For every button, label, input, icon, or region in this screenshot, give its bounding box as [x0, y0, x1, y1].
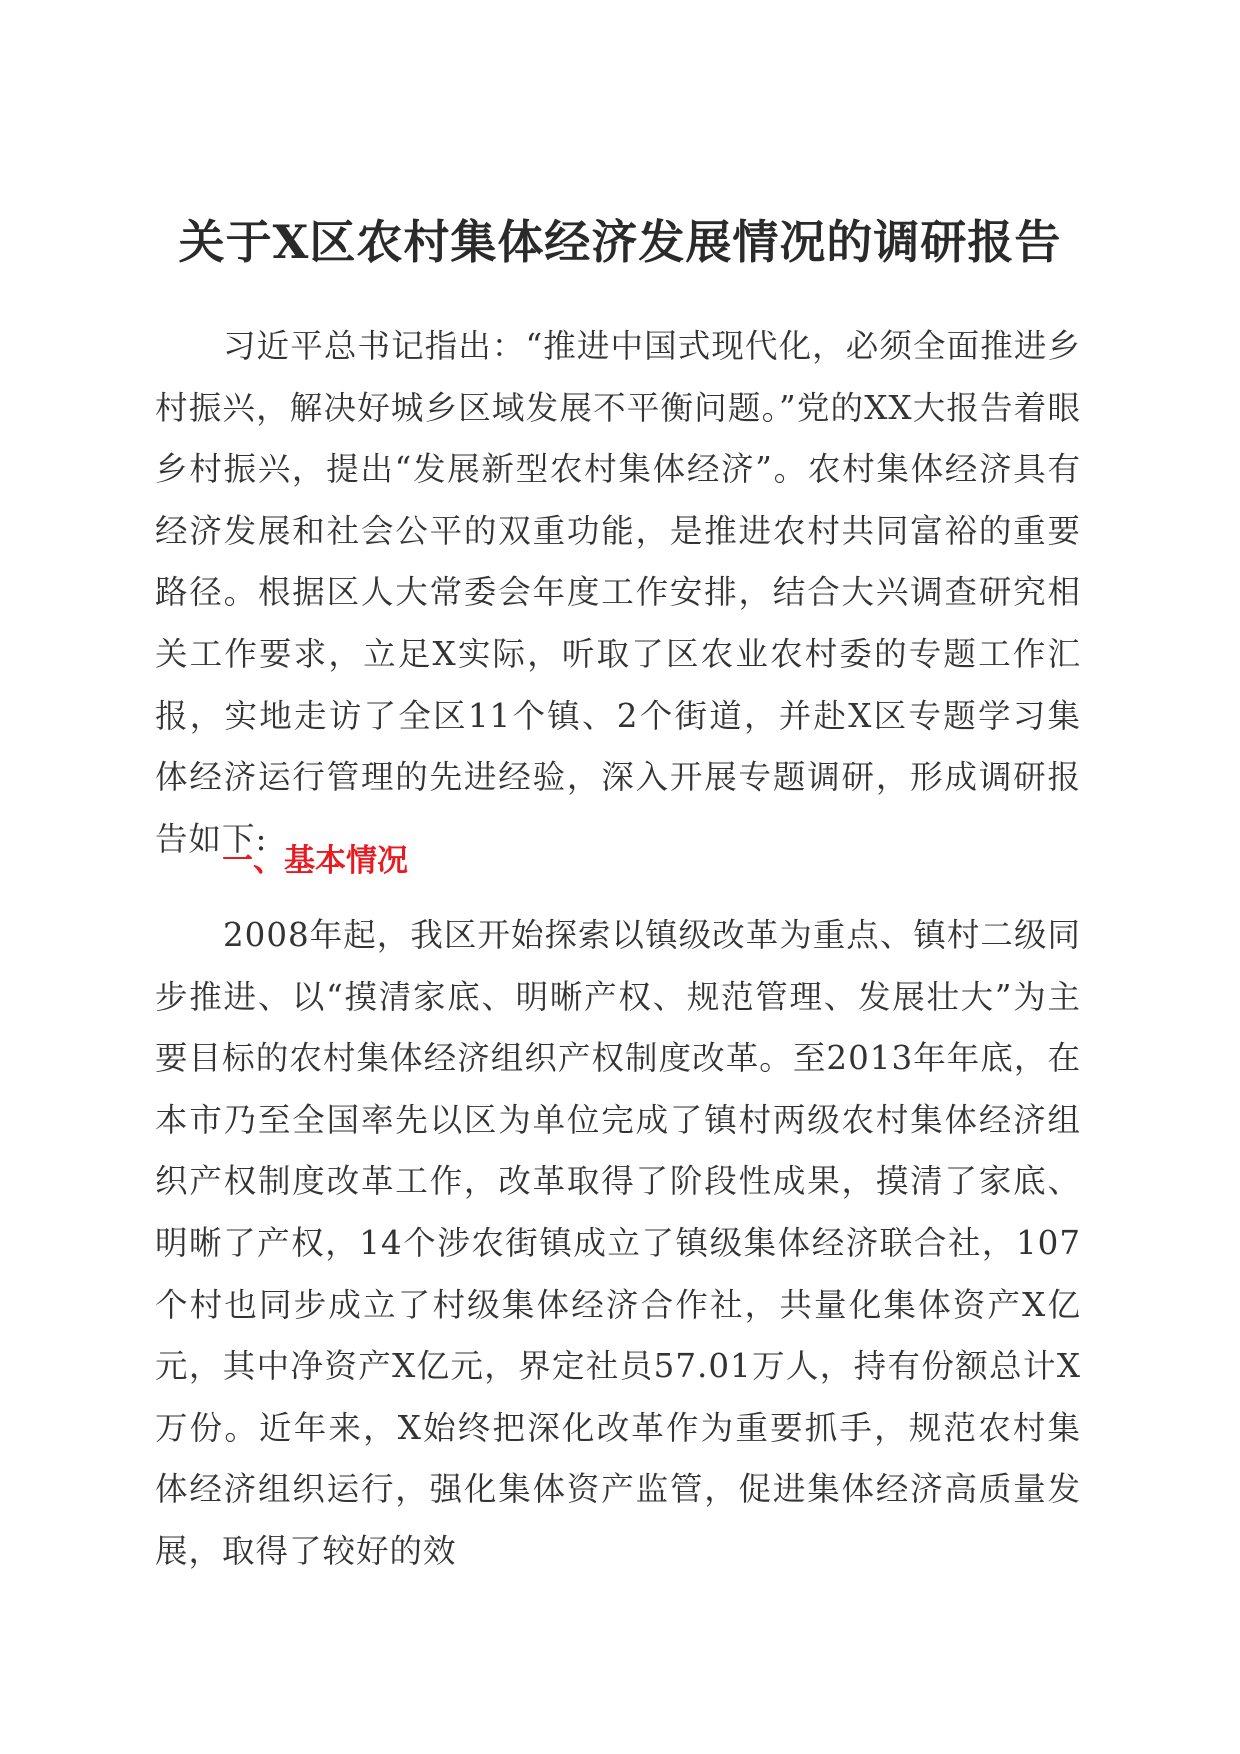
section-heading-basic-situation: 一、基本情况	[222, 843, 408, 879]
basic-situation-paragraph: 2008年起，我区开始探索以镇级改革为重点、镇村二级同步推进、以“摸清家底、明晰产权、规范管理、发展壮大”为主要目标的农村集体经济组织产权制度改革。至2013年年底，在本市乃至全国率先以区为单位完成了镇村两级农村集体经济组织产权制度改革工作，改革取得了阶段性成果，摸清了家底、明晰了产权，14个涉农街镇成立了镇级集体经济联合社，107个村也同步成立了村级集体经济合作社，共量化集体资产X亿元，其中净资产X亿元，界定社员57.01万人，持有份额总计X万份。近年来，X始终把深化改革作为重要抓手，规范农村集体经济组织运行，强化集体资产监管，促进集体经济高质量发展，取得了较好的效	[155, 916, 1081, 1570]
document-title: 关于X区农村集体经济发展情况的调研报告	[178, 215, 1062, 269]
intro-paragraph: 习近平总书记指出：“推进中国式现代化，必须全面推进乡村振兴，解决好城乡区域发展不平衡问题。”党的XX大报告着眼乡村振兴，提出“发展新型农村集体经济”。农村集体经济具有经济发展和社会公平的双重功能，是推进农村共同富裕的重要路径。根据区人大常委会年度工作安排，结合大兴调查研究相关工作要求，立足X实际，听取了区农业农村委的专题工作汇报，实地走访了全区11个镇、2个街道，并赴X区专题学习集体经济运行管理的先进经验，深入开展专题调研，形成调研报告如下:	[155, 327, 1081, 858]
